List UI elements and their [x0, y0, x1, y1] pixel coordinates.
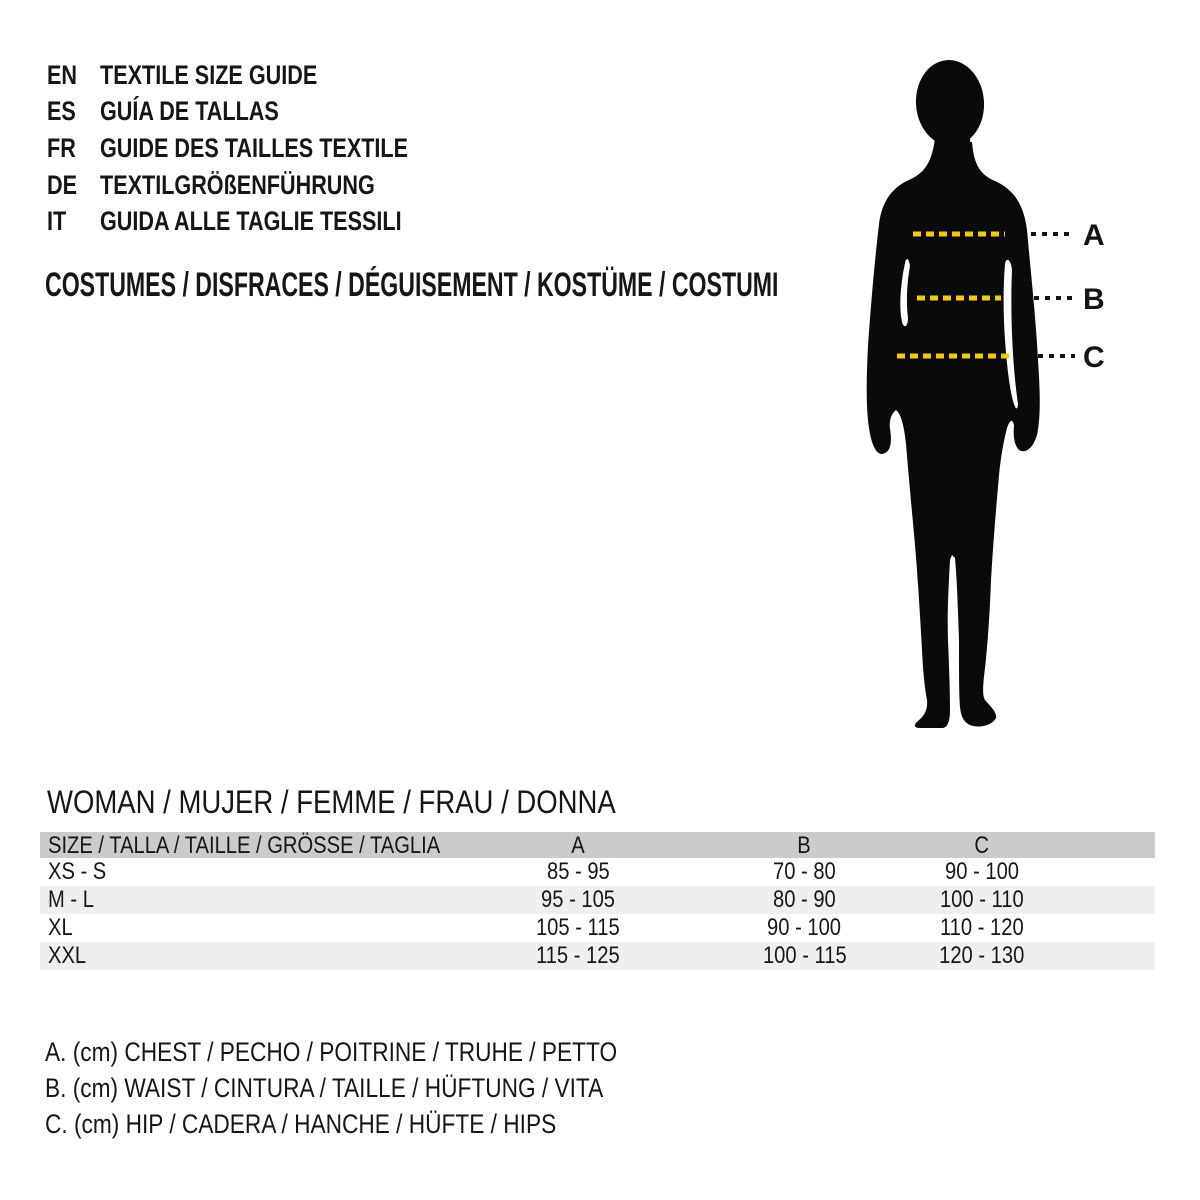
size-text: XXL	[48, 942, 87, 969]
language-code-text: FR	[47, 132, 76, 163]
marker-label-c: C	[1083, 341, 1105, 374]
table-row-xxl	[40, 942, 1155, 970]
language-code	[47, 133, 100, 164]
value-b-text: 70 - 80	[773, 858, 836, 885]
legend-item-chest	[45, 1034, 726, 1070]
language-code	[47, 206, 100, 237]
header-col-a	[464, 832, 692, 860]
value-a-cell	[464, 914, 692, 942]
value-a-cell	[464, 886, 692, 914]
size-cell	[40, 942, 464, 970]
value-a-text: 105 - 115	[536, 914, 620, 941]
value-b-cell	[692, 858, 917, 886]
value-a-text: 95 - 105	[540, 886, 615, 913]
table-row-xl	[40, 914, 1155, 942]
value-b-cell	[692, 914, 917, 942]
language-row-es	[47, 94, 485, 131]
marker-label-b: B	[1083, 283, 1105, 316]
value-b-text: 100 - 115	[762, 942, 847, 969]
size-cell	[40, 886, 464, 914]
size-text: XL	[48, 914, 73, 941]
header-col-c	[917, 832, 1047, 860]
legend-item-text: A. (cm) CHEST / PECHO / POITRINE / TRUHE / PETTO	[45, 1037, 618, 1067]
section-heading-text: WOMAN / MUJER / FEMME / FRAU / DONNA	[47, 784, 616, 820]
legend-item-text: B. (cm) WAIST / CINTURA / TAILLE / HÜFTUNG / VITA	[45, 1073, 604, 1103]
size-table-header-row	[40, 832, 1155, 858]
value-c-cell	[917, 942, 1047, 970]
header-col-b	[692, 832, 917, 860]
language-row-de	[47, 167, 485, 204]
legend-item-waist	[45, 1070, 726, 1106]
section-heading	[47, 786, 708, 818]
header-col-a-text: A	[571, 832, 585, 859]
language-row-fr	[47, 130, 485, 167]
language-code	[47, 170, 100, 201]
table-row-m-l	[40, 886, 1155, 914]
language-label: TEXTILE SIZE GUIDE	[100, 59, 318, 90]
language-code-text: ES	[47, 96, 76, 127]
silhouette-body	[867, 138, 1040, 728]
value-c-text: 120 - 130	[939, 942, 1025, 969]
value-c-cell	[917, 914, 1047, 942]
language-label: TEXTILGRÖßENFÜHRUNG	[100, 169, 375, 200]
language-code-text: DE	[47, 169, 78, 200]
language-row-it	[47, 203, 485, 240]
value-c-cell	[917, 858, 1047, 886]
value-c-text: 110 - 120	[940, 914, 1024, 941]
header-size-text: SIZE / TALLA / TAILLE / GRÖSSE / TAGLIA	[48, 832, 441, 859]
language-label: GUÍA DE TALLAS	[100, 96, 279, 127]
language-code-text: EN	[47, 59, 78, 90]
value-c-text: 90 - 100	[944, 858, 1019, 885]
language-label: GUIDE DES TAILLES TEXTILE	[100, 132, 409, 163]
language-code	[47, 60, 100, 91]
legend-item-hip	[45, 1106, 726, 1142]
language-list	[47, 57, 485, 240]
language-code-text: IT	[47, 206, 67, 237]
value-b-cell	[692, 942, 917, 970]
legend-item-text: C. (cm) HIP / CADERA / HANCHE / HÜFTE / HIPS	[45, 1109, 557, 1139]
value-a-cell	[464, 942, 692, 970]
size-cell	[40, 914, 464, 942]
header-col-b-text: B	[797, 832, 812, 859]
header-size-cell	[40, 832, 464, 860]
size-text: XS - S	[48, 858, 107, 885]
value-c-cell	[917, 886, 1047, 914]
category-heading-text: COSTUMES / DISFRACES / DÉGUISEMENT / KOSTÜME / COSTUMI	[45, 266, 779, 304]
size-text: M - L	[48, 886, 94, 913]
value-a-text: 85 - 95	[546, 858, 610, 885]
measurement-figure	[855, 50, 1115, 750]
value-a-cell	[464, 858, 692, 886]
value-b-text: 80 - 90	[773, 886, 836, 913]
value-b-cell	[692, 886, 917, 914]
language-label: GUIDA ALLE TAGLIE TESSILI	[100, 206, 402, 237]
value-a-text: 115 - 125	[536, 942, 620, 969]
language-row-en	[47, 57, 485, 94]
value-c-text: 100 - 110	[940, 886, 1024, 913]
value-b-text: 90 - 100	[767, 914, 842, 941]
table-row-xs-s	[40, 858, 1155, 886]
size-table	[40, 832, 1155, 970]
header-col-c-text: C	[974, 832, 990, 859]
marker-label-a: A	[1083, 219, 1105, 252]
measurement-legend	[45, 1034, 726, 1142]
language-code	[47, 96, 100, 127]
size-cell	[40, 858, 464, 886]
